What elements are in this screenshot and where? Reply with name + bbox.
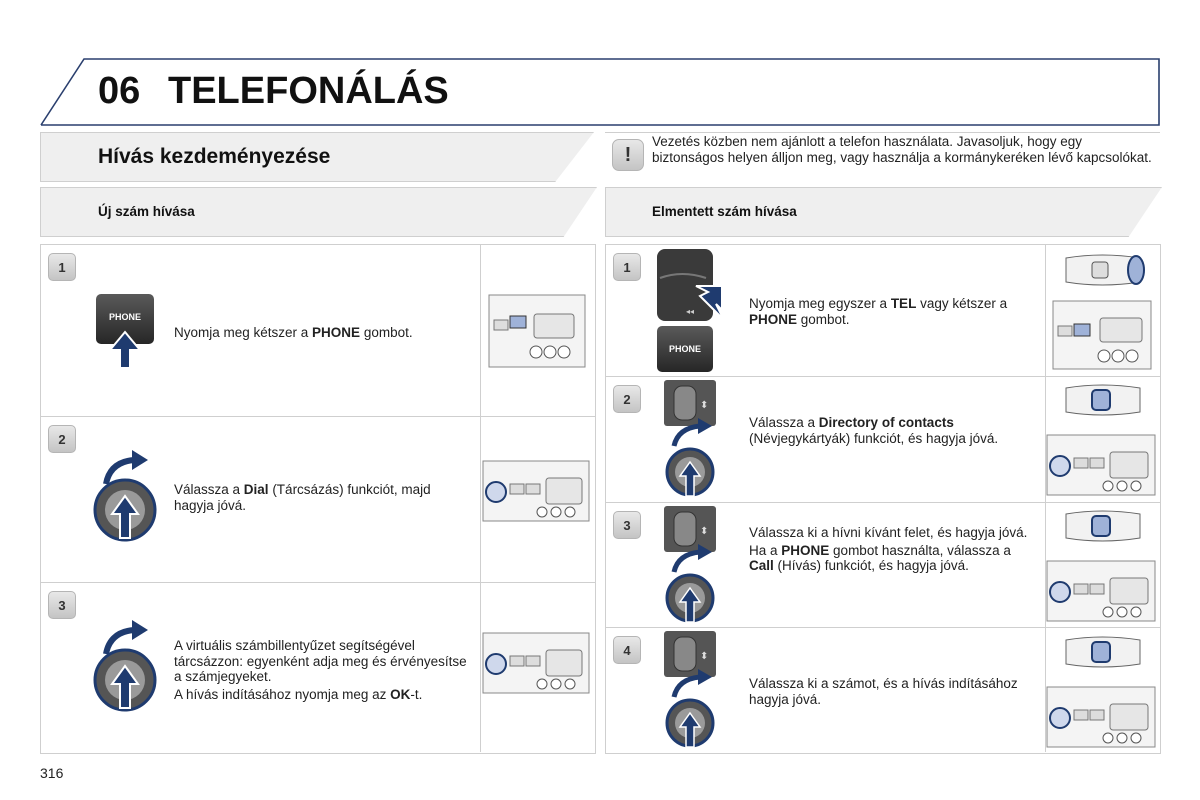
thumbwheel-knob-icon <box>662 629 720 749</box>
svg-text:⬍: ⬍ <box>700 400 709 411</box>
emphasis-label: PHONE <box>749 311 798 327</box>
step-number-badge: 1 <box>613 253 641 281</box>
left-thumb-column <box>480 244 481 752</box>
rotary-knob-icon <box>92 620 158 714</box>
emphasis-label: TEL <box>890 296 917 311</box>
emphasis-label: PHONE <box>312 325 361 340</box>
steering-stalk-icon <box>1062 506 1146 546</box>
radio-unit-icon <box>482 632 590 694</box>
step-paragraph: Nyomja meg egyszer a TEL vagy kétszer a PHONE gombot. <box>749 296 1008 327</box>
radio-unit-icon <box>1052 300 1152 370</box>
steering-stalk-icon <box>1062 250 1146 290</box>
right-row-divider <box>605 627 1160 628</box>
step-number-badge: 3 <box>48 591 76 619</box>
emphasis-label: OK <box>390 686 411 702</box>
exclamation-icon: ! <box>612 139 644 171</box>
chapter-number: 06 <box>98 70 141 112</box>
svg-text:⬍: ⬍ <box>700 651 709 662</box>
step-text <box>174 638 470 704</box>
thumbwheel-knob-icon <box>662 378 720 498</box>
step-number-badge: 4 <box>613 636 641 664</box>
rotary-knob-icon <box>92 450 158 544</box>
step-number-badge: 2 <box>48 425 76 453</box>
step-paragraph: Válassza a Directory of contacts (Névjegykártyák) funkciót, és hagyja jóvá. <box>749 415 999 446</box>
right-row-divider <box>605 376 1160 377</box>
right-subsection-title: Elmentett szám hívása <box>652 204 797 219</box>
radio-unit-icon <box>488 294 586 368</box>
svg-text:⬍: ⬍ <box>700 526 709 537</box>
phone-button-icon: PHONE <box>657 326 713 372</box>
step-paragraph: A hívás indításához nyomja meg az OK-t. <box>174 686 423 702</box>
section-title: Hívás kezdeményezése <box>98 145 331 168</box>
warning-text: Vezetés közben nem ajánlott a telefon használata. Javasoljuk, hogy egy biztonságos helyen álljon meg, vagy használja a kormánykeréken lévő kapcsolókat. <box>652 134 1152 165</box>
step-text <box>749 415 1039 448</box>
step-text <box>749 525 1039 576</box>
step-paragraph: Válassza ki a hívni kívánt felet, és hagyja jóvá. <box>749 525 1028 540</box>
left-row-divider <box>40 416 595 417</box>
step-number-badge: 1 <box>48 253 76 281</box>
chapter-title: TELEFONÁLÁS <box>168 70 449 112</box>
radio-unit-icon <box>1046 560 1156 622</box>
left-row-divider <box>40 582 595 583</box>
step-text <box>174 325 470 343</box>
step-paragraph: Ha a PHONE gombot használta, válassza a Call (Hívás) funkciót, és hagyja jóvá. <box>749 542 1011 573</box>
step-paragraph: A virtuális számbillentyűzet segítségével tárcsázzon: egyenként adja meg és érvényesítse a számjegyeket. <box>174 638 467 684</box>
page-number: 316 <box>40 765 64 781</box>
steering-stalk-icon <box>1062 632 1146 672</box>
step-text <box>749 676 1039 709</box>
step-text <box>749 296 1039 329</box>
step-paragraph: Válassza ki a számot, és a hívás indításához hagyja jóvá. <box>749 676 1018 707</box>
steering-stalk-icon <box>656 248 726 324</box>
emphasis-label: Dial <box>243 482 269 497</box>
step-paragraph: Nyomja meg kétszer a PHONE gombot. <box>174 325 413 340</box>
emphasis-label: Directory of contacts <box>818 415 954 430</box>
press-arrow-icon <box>108 330 142 370</box>
radio-unit-icon <box>1046 434 1156 496</box>
step-number-badge: 3 <box>613 511 641 539</box>
step-text <box>174 482 470 515</box>
step-paragraph: Válassza a Dial (Tárcsázás) funkciót, majd hagyja jóvá. <box>174 482 431 513</box>
radio-unit-icon <box>482 460 590 522</box>
steering-stalk-icon <box>1062 380 1146 420</box>
right-thumb-column <box>1045 244 1046 752</box>
emphasis-label: PHONE <box>781 542 830 558</box>
left-subsection-title: Új szám hívása <box>98 204 195 219</box>
svg-text:◂◂: ◂◂ <box>686 307 695 316</box>
step-number-badge: 2 <box>613 385 641 413</box>
radio-unit-icon <box>1046 686 1156 748</box>
right-row-divider <box>605 502 1160 503</box>
emphasis-label: Call <box>749 558 774 573</box>
phone-button-icon: PHONE <box>96 294 154 344</box>
thumbwheel-knob-icon <box>662 504 720 624</box>
